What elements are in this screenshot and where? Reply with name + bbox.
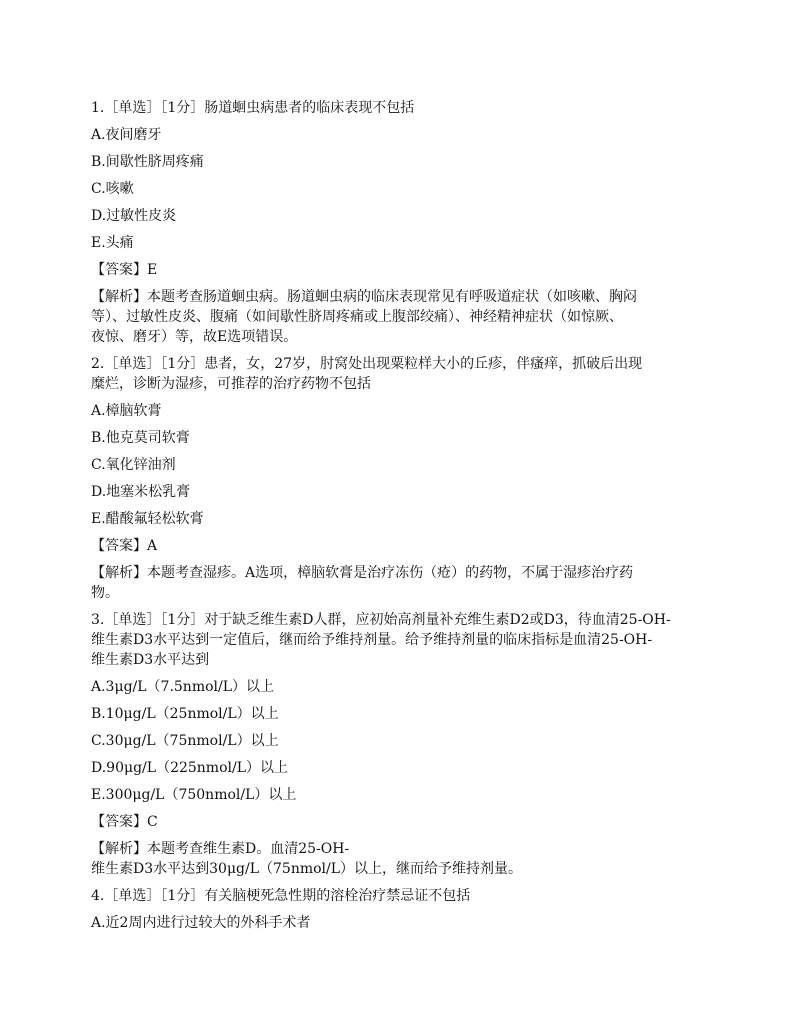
option-a: A.近2周内进行过较大的外科手术者 xyxy=(91,915,311,931)
answer: 【答案】A xyxy=(91,538,158,554)
question-3 xyxy=(91,610,711,879)
question-stem: 1.［单选］［1分］肠道蛔虫病患者的临床表现不包括 xyxy=(91,100,415,116)
stem-line: 2.［单选］［1分］患者，女，27岁，肘窝处出现粟粒样大小的丘疹，伴瘙痒，抓破后出现 xyxy=(91,356,643,372)
option-e: E.300μg/L（750nmol/L）以上 xyxy=(91,787,297,803)
option-a: A.樟脑软膏 xyxy=(91,403,162,419)
option-d: D.90μg/L（225nmol/L）以上 xyxy=(91,760,288,776)
stem-line: 维生素D3水平达到一定值后，继而给予维持剂量。给予维持剂量的临床指标是血清25-OH- xyxy=(91,632,653,648)
answer: 【答案】E xyxy=(91,262,158,278)
document-page xyxy=(91,98,711,940)
question-stem xyxy=(91,354,711,394)
stem-line: 糜烂，诊断为湿疹，可推荐的治疗药物不包括 xyxy=(91,376,371,392)
analysis-line: 【解析】本题考查肠道蛔虫病。肠道蛔虫病的临床表现常见有呼吸道症状（如咳嗽、胸闷 xyxy=(91,289,637,305)
analysis-line: 物。 xyxy=(91,585,119,601)
question-stem: 4.［单选］［1分］有关脑梗死急性期的溶栓治疗禁忌证不包括 xyxy=(91,888,471,904)
option-c: C.咳嗽 xyxy=(91,181,134,197)
analysis-line: 【解析】本题考查湿疹。A选项，樟脑软膏是治疗冻伤（疮）的药物，不属于湿疹治疗药 xyxy=(91,565,634,581)
option-d: D.地塞米松乳膏 xyxy=(91,484,191,500)
analysis xyxy=(91,563,711,603)
option-b: B.他克莫司软膏 xyxy=(91,430,190,446)
option-c: C.30μg/L（75nmol/L）以上 xyxy=(91,733,279,749)
analysis-line: 维生素D3水平达到30μg/L（75nmol/L）以上，继而给予维持剂量。 xyxy=(91,861,523,877)
stem-line: 3.［单选］［1分］对于缺乏维生素D人群，应初始高剂量补充维生素D2或D3，待血清25-OH- xyxy=(91,612,671,628)
analysis-line: 等）、过敏性皮炎、腹痛（如间歇性脐周疼痛或上腹部绞痛）、神经精神症状（如惊厥、 xyxy=(91,309,623,325)
analysis-line: 【解析】本题考查维生素D。血清25-OH- xyxy=(91,841,350,857)
option-b: B.10μg/L（25nmol/L）以上 xyxy=(91,706,279,722)
option-b: B.间歇性脐周疼痛 xyxy=(91,154,204,170)
option-c: C.氧化锌油剂 xyxy=(91,457,176,473)
analysis xyxy=(91,287,711,347)
stem-line: 维生素D3水平达到 xyxy=(91,652,210,668)
option-d: D.过敏性皮炎 xyxy=(91,208,177,224)
option-e: E.头痛 xyxy=(91,235,134,251)
question-2 xyxy=(91,354,711,603)
analysis-line: 夜惊、磨牙）等，故E选项错误。 xyxy=(91,329,298,345)
question-stem xyxy=(91,610,711,670)
option-e: E.醋酸氟轻松软膏 xyxy=(91,511,204,527)
answer: 【答案】C xyxy=(91,814,158,830)
question-4 xyxy=(91,886,711,933)
option-a: A.3μg/L（7.5nmol/L）以上 xyxy=(91,679,275,695)
question-1 xyxy=(91,98,711,347)
analysis xyxy=(91,839,711,879)
option-a: A.夜间磨牙 xyxy=(91,127,162,143)
